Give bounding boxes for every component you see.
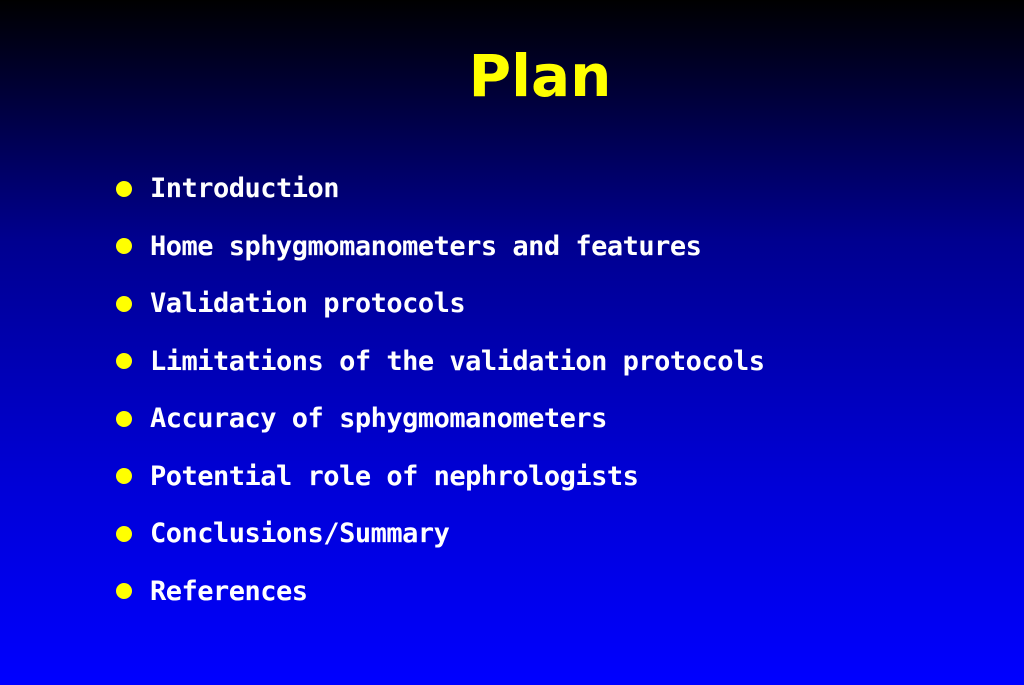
list-item xyxy=(116,333,764,391)
list-item xyxy=(116,160,764,218)
bullet-list xyxy=(116,160,764,620)
list-item-text: References xyxy=(150,575,308,607)
list-item-text: Validation protocols xyxy=(150,288,466,320)
list-item xyxy=(116,448,764,506)
bullet-dot-icon xyxy=(116,353,132,369)
bullet-dot-icon xyxy=(116,296,132,312)
list-item-text: Introduction xyxy=(150,173,340,205)
slide-title: Plan xyxy=(468,42,612,110)
list-item-text: Limitations of the validation protocols xyxy=(150,345,765,377)
list-item-text: Conclusions/Summary xyxy=(150,518,450,550)
bullet-dot-icon xyxy=(116,468,132,484)
list-item xyxy=(116,275,764,333)
list-item xyxy=(116,505,764,563)
list-item xyxy=(116,390,764,448)
bullet-dot-icon xyxy=(116,411,132,427)
bullet-dot-icon xyxy=(116,181,132,197)
list-item xyxy=(116,563,764,621)
list-item xyxy=(116,218,764,276)
bullet-dot-icon xyxy=(116,238,132,254)
bullet-dot-icon xyxy=(116,526,132,542)
list-item-text: Potential role of nephrologists xyxy=(150,460,639,492)
list-item-text: Accuracy of sphygmomanometers xyxy=(150,403,607,435)
list-item-text: Home sphygmomanometers and features xyxy=(150,230,702,262)
bullet-dot-icon xyxy=(116,583,132,599)
